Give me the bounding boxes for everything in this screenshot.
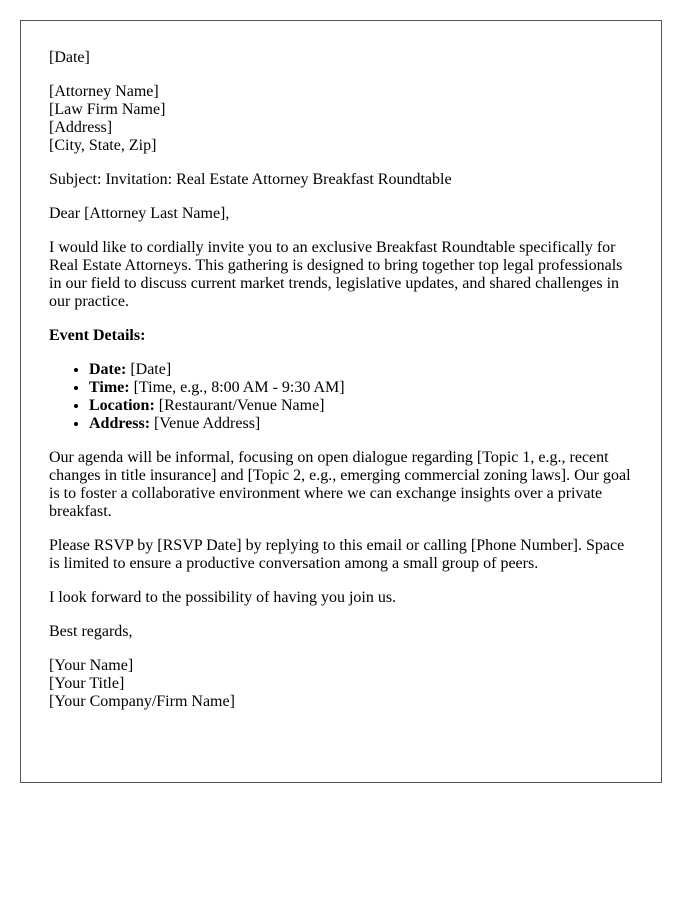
detail-date: • Date: [Date] [89,361,633,379]
signature-block [49,657,633,711]
recipient-street: [Address] [49,119,113,136]
closing-line: I look forward to the possibility of having you join us. [49,589,397,606]
sender-company: [Your Company/Firm Name] [49,693,235,710]
recipient-name: [Attorney Name] [49,83,159,100]
event-details-list [49,361,633,433]
recipient-firm: [Law Firm Name] [49,101,166,118]
salutation: Dear [Attorney Last Name], [49,205,230,222]
detail-location: • Location: [Restaurant/Venue Name] [89,397,633,415]
detail-time: • Time: [Time, e.g., 8:00 AM - 9:30 AM] [89,379,633,397]
agenda-paragraph: Our agenda will be informal, focusing on open dialogue regarding [Topic 1, e.g., recent changes in title insurance] and [Topic 2, e.g., emerging commercial zoning laws]. Our goal is to foster a collaborative environment where we can exchange insights over a private breakfast. [49,449,631,520]
subject-line: Subject: Invitation: Real Estate Attorney Breakfast Roundtable [49,171,452,188]
intro-paragraph: I would like to cordially invite you to an exclusive Breakfast Roundtable specifically for Real Estate Attorneys. This gathering is designed to bring together top legal professionals in our field to discuss current market trends, legislative updates, and shared challenges in our practice. [49,239,623,310]
signoff: Best regards, [49,623,133,640]
detail-address: • Address: [Venue Address] [89,415,633,433]
rsvp-paragraph: Please RSVP by [RSVP Date] by replying to this email or calling [Phone Number]. Space is limited to ensure a productive conversation among a small group of peers. [49,537,625,572]
recipient-city: [City, State, Zip] [49,137,157,154]
event-details-heading: Event Details: [49,327,146,344]
letter [20,20,662,783]
recipient-address [49,83,633,155]
sender-name: [Your Name] [49,657,134,674]
sender-title: [Your Title] [49,675,125,692]
date: [Date] [49,49,90,66]
